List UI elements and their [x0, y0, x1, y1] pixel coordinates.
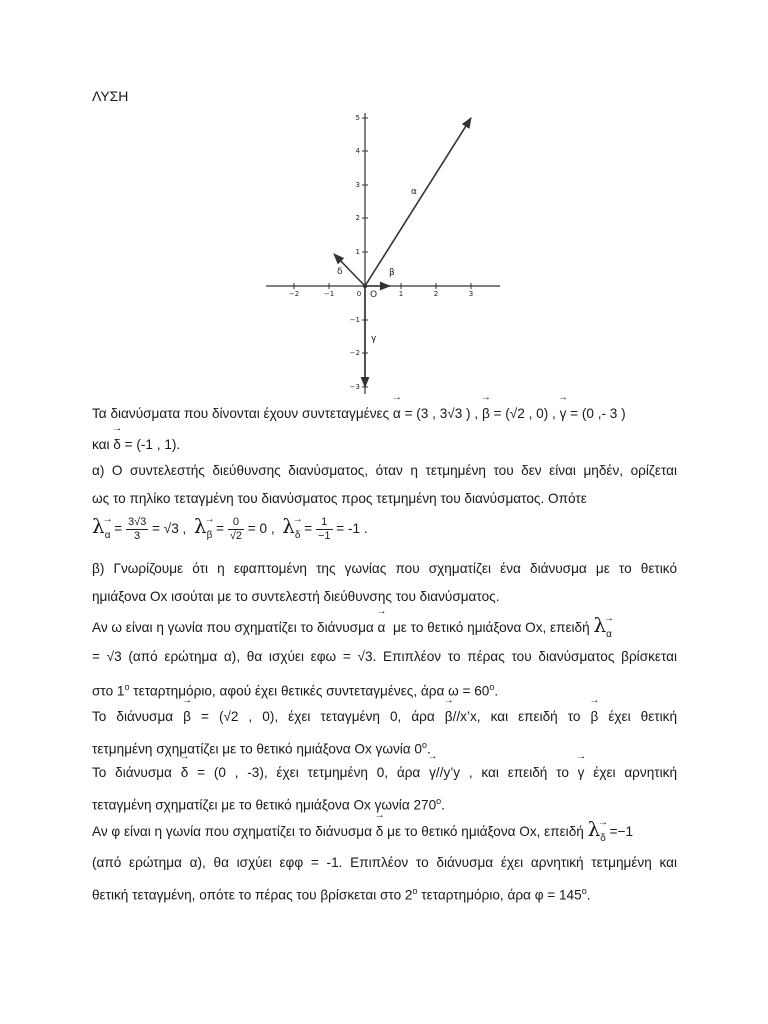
y-tick-label: −3: [349, 383, 360, 391]
y-tick-label: 4: [355, 147, 360, 155]
y-tick-label: −1: [349, 316, 360, 324]
beta-line1: Το διάνυσμα → β = (√2 , 0), έχει τεταγμένη 0, άρα → β//x’x, και επειδή το → β έχει θετική: [92, 707, 677, 727]
slopes-formula: λ→ α = $\frac{3√3}{3}$ = √3 , λ→ β = $\frac{0}{√2}$ = 0 , λ→ δ = $\frac{1}{-1}$ = -1 .: [92, 516, 677, 550]
y-tick-label: 5: [355, 114, 360, 122]
phi-line2: (από ερώτημα α), θα ισχύει εφφ = -1. Επιπλέον το διάνυσμα έχει αρνητική τετμημένη και: [92, 855, 677, 870]
omega-line3: στο $1^o$ τεταρτημόριο, αφού έχει θετικές συντεταγμένες, άρα $\omega = 60^o$.: [92, 682, 499, 699]
part-a-line1: α) Ο συντελεστής διεύθυνσης διανύσματος, όταν η τετμημένη του δεν είναι μηδέν, ορίζεται: [92, 463, 677, 478]
beta-label: β: [389, 268, 395, 278]
beta-line2: τετμημένη σχηματίζει με το θετικό ημιάξονα Οx γωνία $0^o$.: [92, 740, 431, 757]
vectors-intro-cont: και → δ = (-1 , 1).: [92, 435, 677, 455]
gamma-line2: τεταγμένη σχηματίζει με το θετικό ημιάξονα Οx γωνία $270^o$.: [92, 796, 445, 813]
gamma-line1: Το διάνυσμα → δ = (0 , -3), έχει τετμημένη 0, άρα → γ//y’y , και επειδή το → γ έχει αρνητική: [92, 763, 677, 783]
part-b-line1: β) Γνωρίζουμε ότι η εφαπτομένη της γωνίας που σχηματίζει ένα διάνυσμα με το θετικό: [92, 561, 677, 576]
x-tick-label: −2: [288, 290, 300, 298]
omega-line1: Αν ω είναι η γωνία που σχηματίζει το διάνυσμα → α με το θετικό ημιάξονα Οx, επειδή λ→ α: [92, 615, 677, 640]
vector-alpha: [365, 118, 471, 286]
vector-diagram: [258, 108, 508, 398]
y-tick-label: −2: [349, 349, 360, 357]
alpha-label: α: [411, 187, 417, 197]
page-heading: ΛΥΣΗ: [92, 88, 129, 104]
vectors-intro: Τα διανύσματα που δίνονται έχουν συντεταγμένες → α = (3 , 3√3 ) , → β = (√2 , 0) , → γ = (0 ,- 3 ): [92, 404, 677, 424]
part-b-line2: ημιάξονα Οx ισούται με το συντελεστή διεύθυνσης του διανύσματος.: [92, 589, 500, 604]
x-tick-label: 0: [356, 290, 362, 298]
origin-label: O: [370, 290, 378, 300]
y-tick-label: 1: [355, 248, 360, 256]
part-a-line2: ως το πηλίκο τεταγμένη του διανύσματος προς τετμημένη του διανύσματος. Οπότε: [92, 491, 587, 506]
omega-line2: = √3 (από ερώτημα α), θα ισχύει εφω = √3. Επιπλέον το πέρας του διανύσματος βρίσκεται: [92, 649, 677, 664]
phi-line1: Αν φ είναι η γωνία που σχηματίζει το διάνυσμα → δ με το θετικό ημιάξονα Οx, επειδή λ→ δ =−1: [92, 819, 677, 844]
delta-label: δ: [337, 267, 343, 277]
y-tick-label: 2: [355, 214, 360, 222]
gamma-label: γ: [371, 334, 377, 344]
phi-line3: θετική τεταγμένη, οπότε το πέρας του βρίσκεται στο $2^o$ τεταρτημόριο, άρα $\varphi = 145^o$.: [92, 886, 591, 903]
origin-point: [363, 284, 367, 288]
y-tick-label: 3: [355, 181, 360, 189]
x-tick-label: −1: [323, 290, 335, 298]
x-tick-label: 2: [433, 290, 439, 298]
x-tick-label: 3: [468, 290, 474, 298]
x-tick-label: 1: [398, 290, 404, 298]
tick-marks: [294, 118, 474, 387]
